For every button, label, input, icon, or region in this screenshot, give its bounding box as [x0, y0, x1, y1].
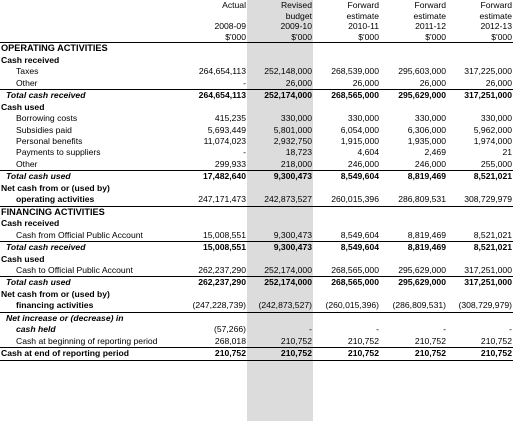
value-cell: 210,752 — [247, 336, 313, 348]
value-cell — [313, 218, 380, 229]
row-label: Payments to suppliers — [16, 147, 101, 158]
value-cell: - — [243, 77, 246, 88]
value-cell: 8,549,604 — [340, 229, 379, 240]
row-label: Cash at beginning of reporting period — [0, 336, 182, 348]
value-cell: 246,000 — [347, 158, 379, 169]
value-cell: 8,819,469 — [380, 171, 447, 183]
value-cell: - — [243, 147, 246, 158]
header-cell: $'000 — [247, 32, 313, 43]
value-cell — [313, 43, 380, 55]
value-cell — [313, 312, 380, 324]
table-row — [0, 113, 513, 124]
row-label: cash held — [16, 324, 56, 335]
value-cell: 4,604 — [357, 147, 379, 158]
value-cell: 330,000 — [414, 113, 446, 124]
table-row — [0, 159, 513, 171]
value-cell: (286,809,531) — [380, 300, 447, 312]
value-cell — [313, 206, 380, 218]
value-cell — [182, 43, 247, 55]
value-cell: 260,015,396 — [313, 194, 380, 206]
row-label: Taxes — [16, 66, 39, 77]
value-cell: 415,235 — [214, 113, 246, 124]
value-cell: 1,915,000 — [340, 136, 379, 146]
value-cell: 252,174,000 — [247, 277, 313, 289]
table-row — [0, 289, 513, 300]
value-cell — [182, 289, 247, 300]
value-cell — [313, 55, 380, 66]
row-label: Other — [16, 77, 38, 88]
value-cell — [247, 254, 313, 265]
header-row — [0, 32, 513, 43]
value-cell — [182, 102, 247, 113]
table-row — [0, 230, 513, 242]
value-cell: 9,300,473 — [247, 242, 313, 254]
value-cell: - — [309, 324, 312, 335]
value-cell — [447, 102, 513, 113]
value-cell: 210,752 — [182, 348, 247, 360]
value-cell: 8,549,604 — [313, 242, 380, 254]
value-cell: 286,809,531 — [380, 194, 447, 206]
value-cell: 268,565,000 — [331, 264, 379, 275]
row-label: Cash received — [1, 54, 60, 65]
table-row — [0, 242, 513, 254]
value-cell: 252,174,000 — [247, 90, 313, 102]
header-cell: 2008-09 — [214, 21, 246, 32]
value-cell — [447, 206, 513, 218]
value-cell — [182, 218, 247, 229]
value-cell: 317,251,000 — [447, 90, 513, 102]
header-cell: 2011-12 — [415, 21, 446, 32]
value-cell: 330,000 — [480, 113, 512, 124]
value-cell: 5,962,000 — [473, 124, 512, 135]
value-cell: 247,171,473 — [182, 194, 247, 206]
table-header — [0, 0, 513, 43]
header-cell: Forward — [347, 0, 379, 10]
value-cell: 210,752 — [313, 348, 380, 360]
value-cell — [247, 183, 313, 194]
row-label: Other — [16, 158, 38, 169]
value-cell: 8,819,469 — [380, 242, 447, 254]
row-label: Total cash used — [0, 277, 182, 289]
value-cell: 317,251,000 — [447, 277, 513, 289]
table-row — [0, 125, 513, 136]
value-cell — [380, 254, 447, 265]
value-cell — [313, 102, 380, 113]
value-cell: 15,008,551 — [202, 229, 246, 240]
value-cell: 252,174,000 — [264, 264, 312, 275]
value-cell: 9,300,473 — [247, 171, 313, 183]
value-cell: - — [509, 324, 512, 335]
row-label: Cash to Official Public Account — [16, 264, 133, 275]
value-cell: 2,469 — [424, 147, 446, 158]
table-row — [0, 43, 513, 55]
value-cell: 252,148,000 — [264, 66, 312, 77]
value-cell — [313, 289, 380, 300]
header-cell: Revised — [280, 0, 312, 10]
header-cell: 2012-13 — [480, 21, 512, 32]
table-row — [0, 147, 513, 158]
header-cell: estimate — [346, 10, 379, 21]
value-cell — [447, 218, 513, 229]
value-cell: 330,000 — [347, 113, 379, 124]
value-cell: 6,306,000 — [407, 124, 446, 135]
header-cell: 2009-10 — [280, 21, 312, 32]
header-cell: $'000 — [313, 32, 380, 43]
value-cell: 210,752 — [247, 348, 313, 360]
row-label: Cash received — [1, 218, 60, 229]
row-label: FINANCING ACTIVITIES — [1, 206, 105, 217]
table-row — [0, 254, 513, 265]
value-cell — [447, 254, 513, 265]
header-cell: Actual — [222, 0, 246, 10]
value-cell — [380, 289, 447, 300]
table-row — [0, 194, 513, 206]
row-label: Cash from Official Public Account — [16, 229, 143, 240]
value-cell — [380, 218, 447, 229]
value-cell — [247, 312, 313, 324]
value-cell: 26,000 — [285, 77, 312, 88]
row-label: Cash used — [1, 101, 45, 112]
value-cell — [247, 102, 313, 113]
value-cell: 246,000 — [414, 158, 446, 169]
value-cell: 268,539,000 — [331, 66, 379, 77]
value-cell: 1,935,000 — [407, 136, 446, 146]
value-cell: 9,300,473 — [273, 229, 312, 240]
value-cell: 268,018 — [182, 336, 247, 348]
value-cell: 268,565,000 — [313, 277, 380, 289]
value-cell: 2,932,750 — [273, 136, 312, 146]
table-row — [0, 55, 513, 66]
value-cell: 255,000 — [480, 158, 512, 169]
value-cell — [182, 254, 247, 265]
value-cell: 210,752 — [380, 336, 447, 348]
value-cell: 264,654,113 — [198, 66, 246, 77]
value-cell: 264,654,113 — [182, 90, 247, 102]
row-label: Cash at end of reporting period — [0, 348, 182, 360]
row-label: OPERATING ACTIVITIES — [1, 43, 108, 54]
value-cell: (247,228,739) — [182, 300, 247, 312]
value-cell: 210,752 — [313, 336, 380, 348]
value-cell: (308,729,979) — [447, 300, 513, 312]
value-cell: 299,933 — [214, 158, 246, 169]
value-cell: 8,549,604 — [313, 171, 380, 183]
header-cell: 2010-11 — [348, 21, 379, 32]
table-row — [0, 312, 513, 324]
value-cell: 295,629,000 — [398, 264, 446, 275]
header-cell — [0, 32, 182, 43]
table-row — [0, 136, 513, 147]
value-cell — [380, 183, 447, 194]
header-cell: Forward — [480, 0, 512, 10]
value-cell — [313, 183, 380, 194]
header-cell: $'000 — [380, 32, 447, 43]
value-cell — [247, 206, 313, 218]
value-cell: 26,000 — [419, 77, 446, 88]
value-cell: 210,752 — [447, 348, 513, 360]
value-cell: 8,521,021 — [447, 242, 513, 254]
header-cell: $'000 — [447, 32, 513, 43]
value-cell: (57,266) — [213, 324, 246, 335]
value-cell: 295,603,000 — [398, 66, 446, 77]
value-cell — [182, 55, 247, 66]
value-cell — [447, 183, 513, 194]
value-cell: 6,054,000 — [340, 124, 379, 135]
value-cell — [447, 43, 513, 55]
value-cell: (242,873,527) — [247, 300, 313, 312]
value-cell: (260,015,396) — [313, 300, 380, 312]
value-cell — [380, 102, 447, 113]
table-row — [0, 66, 513, 77]
value-cell: 8,521,021 — [473, 229, 512, 240]
table-row — [0, 183, 513, 194]
row-label: Total cash received — [0, 242, 182, 254]
value-cell — [182, 183, 247, 194]
value-cell — [313, 254, 380, 265]
header-row — [0, 0, 513, 11]
value-cell: 18,723 — [285, 147, 312, 158]
row-label: Net cash from or (used by) — [1, 288, 110, 299]
header-row — [0, 21, 513, 32]
value-cell: - — [443, 324, 446, 335]
header-cell: estimate — [479, 10, 512, 21]
value-cell — [247, 218, 313, 229]
value-cell: 330,000 — [280, 113, 312, 124]
value-cell: 317,251,000 — [464, 264, 512, 275]
table-row — [0, 102, 513, 113]
row-label: Subsidies paid — [16, 124, 72, 135]
value-cell: 268,565,000 — [313, 90, 380, 102]
header-cell: $'000 — [182, 32, 247, 43]
value-cell: 242,873,527 — [247, 194, 313, 206]
value-cell: 15,008,551 — [182, 242, 247, 254]
value-cell — [182, 312, 247, 324]
table-row — [0, 171, 513, 183]
table-row — [0, 277, 513, 289]
value-cell: 308,729,979 — [447, 194, 513, 206]
value-cell: 218,000 — [280, 158, 312, 169]
table-row — [0, 218, 513, 229]
value-cell: 21 — [502, 147, 512, 158]
value-cell: 295,629,000 — [380, 90, 447, 102]
value-cell: 17,482,640 — [182, 171, 247, 183]
table-row — [0, 265, 513, 277]
value-cell: 8,521,021 — [447, 171, 513, 183]
row-label: Borrowing costs — [16, 113, 78, 124]
value-cell: 8,819,469 — [407, 229, 446, 240]
value-cell: 26,000 — [485, 77, 512, 88]
value-cell — [380, 206, 447, 218]
row-label: Personal benefits — [16, 136, 83, 146]
value-cell: 210,752 — [447, 336, 513, 348]
value-cell — [380, 312, 447, 324]
table-row — [0, 348, 513, 360]
value-cell — [447, 289, 513, 300]
header-cell — [182, 11, 247, 22]
value-cell — [447, 55, 513, 66]
value-cell: 1,974,000 — [473, 136, 512, 146]
value-cell: 210,752 — [380, 348, 447, 360]
header-cell: Forward — [414, 0, 446, 10]
header-cell — [0, 21, 182, 32]
row-label: Net cash from or (used by) — [1, 182, 110, 193]
value-cell — [247, 43, 313, 55]
row-label: Total cash used — [0, 171, 182, 183]
table-row — [0, 324, 513, 335]
table-row — [0, 206, 513, 218]
value-cell: 26,000 — [352, 77, 379, 88]
table-row — [0, 78, 513, 90]
header-cell — [0, 11, 182, 22]
value-cell — [247, 55, 313, 66]
header-cell: estimate — [413, 10, 446, 21]
value-cell: 262,237,290 — [198, 264, 246, 275]
value-cell: 5,693,449 — [207, 124, 246, 135]
table-row — [0, 90, 513, 102]
header-cell: budget — [285, 10, 312, 21]
header-row — [0, 11, 513, 22]
table-row — [0, 300, 513, 312]
row-label: Net increase or (decrease) in — [6, 312, 124, 323]
value-cell: 11,074,023 — [203, 136, 246, 146]
row-label: operating activities — [0, 194, 182, 206]
value-cell — [380, 55, 447, 66]
value-cell: 295,629,000 — [380, 277, 447, 289]
value-cell — [182, 206, 247, 218]
value-cell: 262,237,290 — [182, 277, 247, 289]
row-label: Total cash received — [0, 90, 182, 102]
value-cell: 5,801,000 — [273, 124, 312, 135]
value-cell — [380, 43, 447, 55]
value-cell — [447, 312, 513, 324]
row-label: Cash used — [1, 253, 45, 264]
value-cell — [247, 289, 313, 300]
table-row — [0, 336, 513, 348]
table-body — [0, 43, 513, 360]
header-cell — [0, 0, 182, 11]
value-cell: 317,225,000 — [464, 66, 512, 77]
row-label: financing activities — [0, 300, 182, 312]
value-cell: - — [376, 324, 379, 335]
